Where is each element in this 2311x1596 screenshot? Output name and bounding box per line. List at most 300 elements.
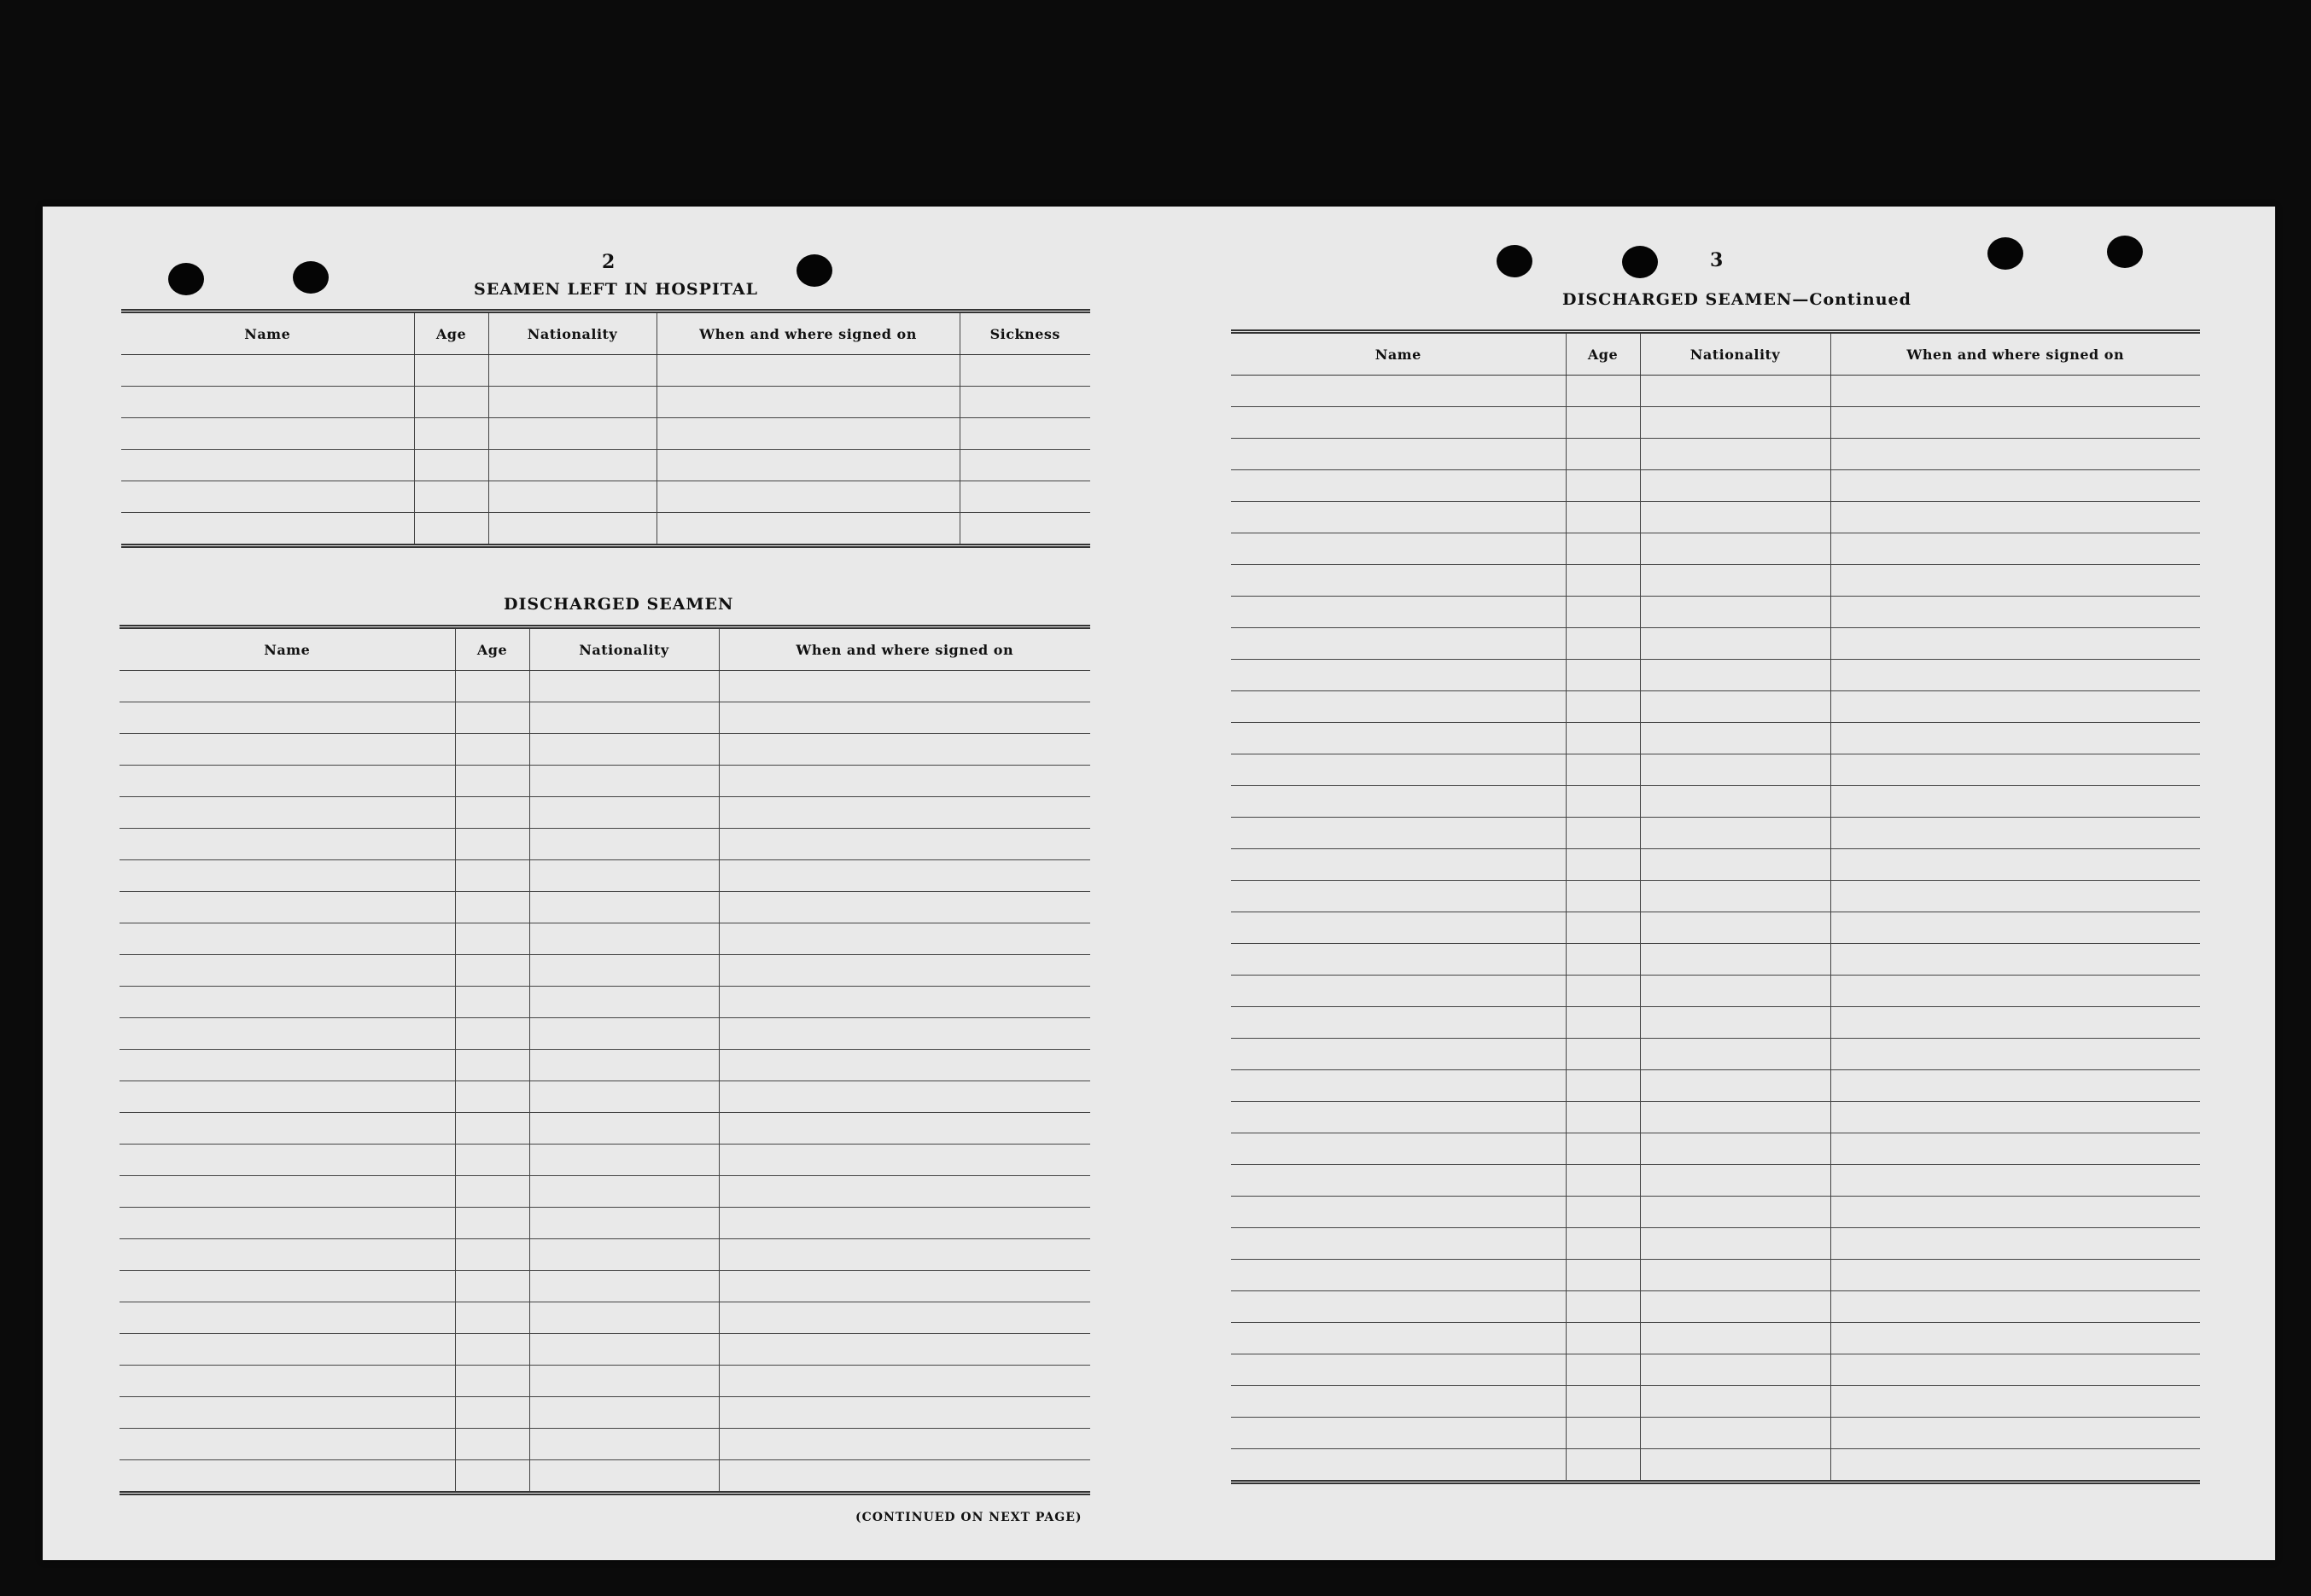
- blank-cell[interactable]: [960, 513, 1090, 546]
- blank-cell[interactable]: [529, 1208, 719, 1239]
- blank-cell[interactable]: [488, 387, 657, 418]
- blank-cell[interactable]: [121, 450, 414, 481]
- blank-cell[interactable]: [657, 513, 960, 546]
- blank-cell[interactable]: [1566, 912, 1640, 944]
- blank-cell[interactable]: [120, 955, 455, 987]
- blank-cell[interactable]: [1640, 818, 1830, 849]
- blank-cell[interactable]: [1566, 660, 1640, 691]
- blank-cell[interactable]: [1566, 407, 1640, 439]
- table-row: [1231, 533, 2200, 565]
- table-row: [120, 1334, 1090, 1366]
- blank-cell[interactable]: [121, 481, 414, 513]
- blank-cell[interactable]: [1830, 1449, 2200, 1482]
- blank-cell[interactable]: [657, 387, 960, 418]
- blank-cell[interactable]: [414, 481, 488, 513]
- blank-cell[interactable]: [529, 987, 719, 1018]
- blank-cell[interactable]: [1566, 723, 1640, 754]
- blank-cell[interactable]: [455, 1239, 529, 1271]
- blank-cell[interactable]: [1830, 1260, 2200, 1291]
- table-row: [120, 1271, 1090, 1302]
- blank-cell[interactable]: [1231, 1197, 1566, 1228]
- blank-cell[interactable]: [719, 1334, 1090, 1366]
- blank-cell[interactable]: [529, 1271, 719, 1302]
- blank-cell[interactable]: [1231, 818, 1566, 849]
- blank-cell[interactable]: [1640, 881, 1830, 912]
- table-row: [1231, 1418, 2200, 1449]
- blank-cell[interactable]: [1231, 660, 1566, 691]
- blank-cell[interactable]: [1231, 1418, 1566, 1449]
- blank-cell[interactable]: [120, 1239, 455, 1271]
- blank-cell[interactable]: [1640, 1133, 1830, 1165]
- blank-cell[interactable]: [455, 1081, 529, 1113]
- table-row: [120, 1302, 1090, 1334]
- blank-cell[interactable]: [1566, 1323, 1640, 1354]
- blank-cell[interactable]: [455, 702, 529, 734]
- blank-cell[interactable]: [1640, 1039, 1830, 1070]
- table-row: [1231, 1386, 2200, 1418]
- table-row: [120, 1018, 1090, 1050]
- blank-cell[interactable]: [1231, 1102, 1566, 1133]
- blank-cell[interactable]: [1566, 976, 1640, 1007]
- blank-cell[interactable]: [1830, 439, 2200, 470]
- column-header: Age: [1566, 332, 1640, 376]
- blank-cell[interactable]: [1640, 691, 1830, 723]
- blank-cell[interactable]: [1231, 439, 1566, 470]
- blank-cell[interactable]: [960, 418, 1090, 450]
- blank-cell[interactable]: [1640, 1418, 1830, 1449]
- blank-cell[interactable]: [719, 1018, 1090, 1050]
- blank-cell[interactable]: [1231, 976, 1566, 1007]
- blank-cell[interactable]: [1566, 1386, 1640, 1418]
- blank-cell[interactable]: [1640, 1165, 1830, 1197]
- blank-cell[interactable]: [1830, 849, 2200, 881]
- blank-cell[interactable]: [414, 418, 488, 450]
- blank-cell[interactable]: [1640, 376, 1830, 407]
- blank-cell[interactable]: [488, 355, 657, 387]
- blank-cell[interactable]: [1830, 691, 2200, 723]
- blank-cell[interactable]: [488, 450, 657, 481]
- blank-cell[interactable]: [1640, 597, 1830, 628]
- blank-cell[interactable]: [120, 1302, 455, 1334]
- blank-cell[interactable]: [455, 955, 529, 987]
- blank-cell[interactable]: [1566, 376, 1640, 407]
- blank-cell[interactable]: [455, 797, 529, 829]
- blank-cell[interactable]: [120, 1176, 455, 1208]
- blank-cell[interactable]: [719, 955, 1090, 987]
- blank-cell[interactable]: [120, 1397, 455, 1429]
- blank-cell[interactable]: [455, 923, 529, 955]
- blank-cell[interactable]: [1566, 597, 1640, 628]
- blank-cell[interactable]: [1566, 754, 1640, 786]
- blank-cell[interactable]: [1566, 1260, 1640, 1291]
- blank-cell[interactable]: [1640, 754, 1830, 786]
- blank-cell[interactable]: [1231, 565, 1566, 597]
- table-row: [1231, 1165, 2200, 1197]
- blank-cell[interactable]: [529, 702, 719, 734]
- blank-cell[interactable]: [120, 860, 455, 892]
- blank-cell[interactable]: [120, 797, 455, 829]
- blank-cell[interactable]: [719, 1081, 1090, 1113]
- blank-cell[interactable]: [1566, 786, 1640, 818]
- blank-cell[interactable]: [1566, 439, 1640, 470]
- blank-cell[interactable]: [1566, 818, 1640, 849]
- blank-cell[interactable]: [719, 1145, 1090, 1176]
- blank-cell[interactable]: [120, 1429, 455, 1460]
- blank-cell[interactable]: [120, 1081, 455, 1113]
- table-row: [1231, 912, 2200, 944]
- blank-cell[interactable]: [1231, 849, 1566, 881]
- blank-cell[interactable]: [1830, 660, 2200, 691]
- blank-cell[interactable]: [455, 1460, 529, 1494]
- blank-cell[interactable]: [120, 702, 455, 734]
- blank-cell[interactable]: [1566, 1418, 1640, 1449]
- blank-cell[interactable]: [414, 355, 488, 387]
- blank-cell[interactable]: [1566, 533, 1640, 565]
- blank-cell[interactable]: [488, 481, 657, 513]
- blank-cell[interactable]: [120, 766, 455, 797]
- blank-cell[interactable]: [1566, 944, 1640, 976]
- table-row: [120, 892, 1090, 923]
- blank-cell[interactable]: [1830, 786, 2200, 818]
- blank-cell[interactable]: [1231, 597, 1566, 628]
- blank-cell[interactable]: [719, 1050, 1090, 1081]
- blank-cell[interactable]: [121, 513, 414, 546]
- blank-cell[interactable]: [1640, 944, 1830, 976]
- blank-cell[interactable]: [1231, 691, 1566, 723]
- blank-cell[interactable]: [1231, 1007, 1566, 1039]
- blank-cell[interactable]: [1830, 376, 2200, 407]
- table-row: [120, 1429, 1090, 1460]
- table-row: [120, 1208, 1090, 1239]
- blank-cell[interactable]: [1830, 1291, 2200, 1323]
- blank-cell[interactable]: [121, 387, 414, 418]
- blank-cell[interactable]: [455, 1302, 529, 1334]
- blank-cell[interactable]: [529, 1050, 719, 1081]
- blank-cell[interactable]: [529, 1176, 719, 1208]
- blank-cell[interactable]: [455, 1176, 529, 1208]
- blank-cell[interactable]: [120, 1460, 455, 1494]
- blank-cell[interactable]: [120, 671, 455, 702]
- blank-cell[interactable]: [719, 671, 1090, 702]
- blank-cell[interactable]: [120, 1334, 455, 1366]
- blank-cell[interactable]: [719, 860, 1090, 892]
- blank-cell[interactable]: [120, 1018, 455, 1050]
- blank-cell[interactable]: [529, 766, 719, 797]
- blank-cell[interactable]: [529, 955, 719, 987]
- blank-cell[interactable]: [1231, 723, 1566, 754]
- blank-cell[interactable]: [529, 1366, 719, 1397]
- blank-cell[interactable]: [1640, 849, 1830, 881]
- blank-cell[interactable]: [1830, 723, 2200, 754]
- blank-cell[interactable]: [719, 1429, 1090, 1460]
- blank-cell[interactable]: [719, 1208, 1090, 1239]
- blank-cell[interactable]: [719, 797, 1090, 829]
- blank-cell[interactable]: [1830, 1386, 2200, 1418]
- blank-cell[interactable]: [1566, 1165, 1640, 1197]
- blank-cell[interactable]: [120, 1366, 455, 1397]
- blank-cell[interactable]: [1830, 565, 2200, 597]
- blank-cell[interactable]: [1830, 1133, 2200, 1165]
- blank-cell[interactable]: [719, 1176, 1090, 1208]
- blank-cell[interactable]: [719, 1366, 1090, 1397]
- blank-cell[interactable]: [529, 1302, 719, 1334]
- blank-cell[interactable]: [1830, 881, 2200, 912]
- blank-cell[interactable]: [120, 734, 455, 766]
- blank-cell[interactable]: [719, 923, 1090, 955]
- blank-cell[interactable]: [657, 450, 960, 481]
- blank-cell[interactable]: [455, 1429, 529, 1460]
- table-row: [120, 1366, 1090, 1397]
- blank-cell[interactable]: [1231, 533, 1566, 565]
- blank-cell[interactable]: [1640, 1260, 1830, 1291]
- blank-cell[interactable]: [1640, 439, 1830, 470]
- blank-cell[interactable]: [529, 829, 719, 860]
- blank-cell[interactable]: [1830, 628, 2200, 660]
- blank-cell[interactable]: [1566, 565, 1640, 597]
- blank-cell[interactable]: [719, 1302, 1090, 1334]
- blank-cell[interactable]: [1830, 533, 2200, 565]
- blank-cell[interactable]: [719, 892, 1090, 923]
- blank-cell[interactable]: [1830, 944, 2200, 976]
- blank-cell[interactable]: [529, 1429, 719, 1460]
- blank-cell[interactable]: [1566, 1291, 1640, 1323]
- blank-cell[interactable]: [1231, 1449, 1566, 1482]
- blank-cell[interactable]: [529, 671, 719, 702]
- blank-cell[interactable]: [1640, 628, 1830, 660]
- blank-cell[interactable]: [1231, 1039, 1566, 1070]
- page-number-right: 3: [1710, 249, 1724, 271]
- blank-cell[interactable]: [120, 1271, 455, 1302]
- blank-cell[interactable]: [1640, 1449, 1830, 1482]
- blank-cell[interactable]: [455, 860, 529, 892]
- blank-cell[interactable]: [1640, 407, 1830, 439]
- blank-cell[interactable]: [719, 1271, 1090, 1302]
- blank-cell[interactable]: [1231, 1165, 1566, 1197]
- blank-cell[interactable]: [1566, 470, 1640, 502]
- blank-cell[interactable]: [1830, 1197, 2200, 1228]
- blank-cell[interactable]: [719, 1460, 1090, 1494]
- blank-cell[interactable]: [1231, 1323, 1566, 1354]
- blank-cell[interactable]: [455, 1113, 529, 1145]
- blank-cell[interactable]: [414, 387, 488, 418]
- blank-cell[interactable]: [1830, 1354, 2200, 1386]
- blank-cell[interactable]: [1830, 1007, 2200, 1039]
- blank-cell[interactable]: [455, 766, 529, 797]
- blank-cell[interactable]: [1231, 881, 1566, 912]
- table-row: [1231, 502, 2200, 533]
- blank-cell[interactable]: [120, 829, 455, 860]
- column-header: Nationality: [488, 312, 657, 355]
- blank-cell[interactable]: [1566, 502, 1640, 533]
- blank-cell[interactable]: [488, 513, 657, 546]
- blank-cell[interactable]: [414, 450, 488, 481]
- blank-cell[interactable]: [1830, 976, 2200, 1007]
- blank-cell[interactable]: [1231, 1386, 1566, 1418]
- blank-cell[interactable]: [960, 450, 1090, 481]
- blank-cell[interactable]: [488, 418, 657, 450]
- blank-cell[interactable]: [1566, 1354, 1640, 1386]
- table-row: [120, 1081, 1090, 1113]
- blank-cell[interactable]: [719, 1239, 1090, 1271]
- blank-cell[interactable]: [1231, 1133, 1566, 1165]
- blank-cell[interactable]: [120, 1050, 455, 1081]
- blank-cell[interactable]: [529, 1081, 719, 1113]
- blank-cell[interactable]: [455, 1271, 529, 1302]
- blank-cell[interactable]: [529, 892, 719, 923]
- blank-cell[interactable]: [120, 892, 455, 923]
- blank-cell[interactable]: [1640, 1291, 1830, 1323]
- blank-cell[interactable]: [1830, 818, 2200, 849]
- blank-cell[interactable]: [719, 829, 1090, 860]
- blank-cell[interactable]: [529, 1145, 719, 1176]
- blank-cell[interactable]: [120, 1113, 455, 1145]
- blank-cell[interactable]: [529, 923, 719, 955]
- blank-cell[interactable]: [1231, 470, 1566, 502]
- blank-cell[interactable]: [1830, 1070, 2200, 1102]
- blank-cell[interactable]: [1566, 1133, 1640, 1165]
- blank-cell[interactable]: [120, 1145, 455, 1176]
- blank-cell[interactable]: [1566, 691, 1640, 723]
- blank-cell[interactable]: [1231, 1260, 1566, 1291]
- blank-cell[interactable]: [455, 1208, 529, 1239]
- blank-cell[interactable]: [1231, 1228, 1566, 1260]
- blank-cell[interactable]: [1830, 407, 2200, 439]
- blank-cell[interactable]: [719, 734, 1090, 766]
- blank-cell[interactable]: [1640, 912, 1830, 944]
- blank-cell[interactable]: [1566, 1102, 1640, 1133]
- table-row: [1231, 1354, 2200, 1386]
- table-row: [120, 1460, 1090, 1494]
- blank-cell[interactable]: [1640, 1070, 1830, 1102]
- blank-cell[interactable]: [1640, 1007, 1830, 1039]
- blank-cell[interactable]: [1231, 912, 1566, 944]
- table-row: [120, 797, 1090, 829]
- blank-cell[interactable]: [1640, 565, 1830, 597]
- blank-cell[interactable]: [657, 418, 960, 450]
- blank-cell[interactable]: [1830, 912, 2200, 944]
- blank-cell[interactable]: [1231, 944, 1566, 976]
- blank-cell[interactable]: [529, 797, 719, 829]
- blank-cell[interactable]: [121, 355, 414, 387]
- blank-cell[interactable]: [719, 702, 1090, 734]
- blank-cell[interactable]: [657, 355, 960, 387]
- blank-cell[interactable]: [1640, 786, 1830, 818]
- blank-cell[interactable]: [529, 1334, 719, 1366]
- blank-cell[interactable]: [1830, 1228, 2200, 1260]
- blank-cell[interactable]: [529, 1460, 719, 1494]
- blank-cell[interactable]: [1640, 470, 1830, 502]
- blank-cell[interactable]: [1566, 1007, 1640, 1039]
- blank-cell[interactable]: [1231, 754, 1566, 786]
- blank-cell[interactable]: [455, 1334, 529, 1366]
- blank-cell[interactable]: [1566, 849, 1640, 881]
- blank-cell[interactable]: [719, 987, 1090, 1018]
- table-row: [120, 1113, 1090, 1145]
- blank-cell[interactable]: [1231, 407, 1566, 439]
- blank-cell[interactable]: [455, 734, 529, 766]
- blank-cell[interactable]: [1640, 976, 1830, 1007]
- blank-cell[interactable]: [960, 387, 1090, 418]
- blank-cell[interactable]: [960, 355, 1090, 387]
- blank-cell[interactable]: [1830, 1418, 2200, 1449]
- blank-cell[interactable]: [1640, 1354, 1830, 1386]
- blank-cell[interactable]: [455, 1050, 529, 1081]
- blank-cell[interactable]: [1830, 1102, 2200, 1133]
- blank-cell[interactable]: [121, 418, 414, 450]
- blank-cell[interactable]: [455, 987, 529, 1018]
- blank-cell[interactable]: [120, 987, 455, 1018]
- blank-cell[interactable]: [1566, 881, 1640, 912]
- blank-cell[interactable]: [1566, 1449, 1640, 1482]
- blank-cell[interactable]: [414, 513, 488, 546]
- blank-cell[interactable]: [719, 1113, 1090, 1145]
- blank-cell[interactable]: [960, 481, 1090, 513]
- blank-cell[interactable]: [1830, 1039, 2200, 1070]
- blank-cell[interactable]: [529, 1018, 719, 1050]
- blank-cell[interactable]: [1640, 533, 1830, 565]
- blank-cell[interactable]: [1231, 502, 1566, 533]
- blank-cell[interactable]: [1640, 660, 1830, 691]
- blank-cell[interactable]: [657, 481, 960, 513]
- blank-cell[interactable]: [529, 1239, 719, 1271]
- blank-cell[interactable]: [455, 829, 529, 860]
- blank-cell[interactable]: [1231, 376, 1566, 407]
- blank-cell[interactable]: [455, 1366, 529, 1397]
- blank-cell[interactable]: [1566, 1197, 1640, 1228]
- blank-cell[interactable]: [1566, 1039, 1640, 1070]
- blank-cell[interactable]: [1566, 1228, 1640, 1260]
- blank-cell[interactable]: [1640, 1228, 1830, 1260]
- blank-cell[interactable]: [120, 923, 455, 955]
- blank-cell[interactable]: [1830, 470, 2200, 502]
- blank-cell[interactable]: [1830, 1165, 2200, 1197]
- blank-cell[interactable]: [1640, 1323, 1830, 1354]
- blank-cell[interactable]: [455, 1018, 529, 1050]
- blank-cell[interactable]: [455, 1397, 529, 1429]
- blank-cell[interactable]: [529, 734, 719, 766]
- blank-cell[interactable]: [1640, 1197, 1830, 1228]
- blank-cell[interactable]: [1640, 1386, 1830, 1418]
- blank-cell[interactable]: [1231, 1291, 1566, 1323]
- blank-cell[interactable]: [529, 1113, 719, 1145]
- blank-cell[interactable]: [1830, 502, 2200, 533]
- blank-cell[interactable]: [455, 1145, 529, 1176]
- blank-cell[interactable]: [1830, 1323, 2200, 1354]
- blank-cell[interactable]: [1566, 1070, 1640, 1102]
- blank-cell[interactable]: [1640, 502, 1830, 533]
- table-row: [1231, 376, 2200, 407]
- blank-cell[interactable]: [1566, 628, 1640, 660]
- blank-cell[interactable]: [1640, 723, 1830, 754]
- blank-cell[interactable]: [529, 1397, 719, 1429]
- blank-cell[interactable]: [455, 892, 529, 923]
- blank-cell[interactable]: [455, 671, 529, 702]
- column-header: When and where signed on: [719, 627, 1090, 671]
- blank-cell[interactable]: [1231, 1070, 1566, 1102]
- blank-cell[interactable]: [120, 1208, 455, 1239]
- blank-cell[interactable]: [719, 1397, 1090, 1429]
- blank-cell[interactable]: [1640, 1102, 1830, 1133]
- blank-cell[interactable]: [1830, 597, 2200, 628]
- blank-cell[interactable]: [1830, 754, 2200, 786]
- blank-cell[interactable]: [1231, 628, 1566, 660]
- table-row: [1231, 818, 2200, 849]
- table-row: [1231, 1007, 2200, 1039]
- blank-cell[interactable]: [529, 860, 719, 892]
- blank-cell[interactable]: [1231, 786, 1566, 818]
- blank-cell[interactable]: [719, 766, 1090, 797]
- blank-cell[interactable]: [1231, 1354, 1566, 1386]
